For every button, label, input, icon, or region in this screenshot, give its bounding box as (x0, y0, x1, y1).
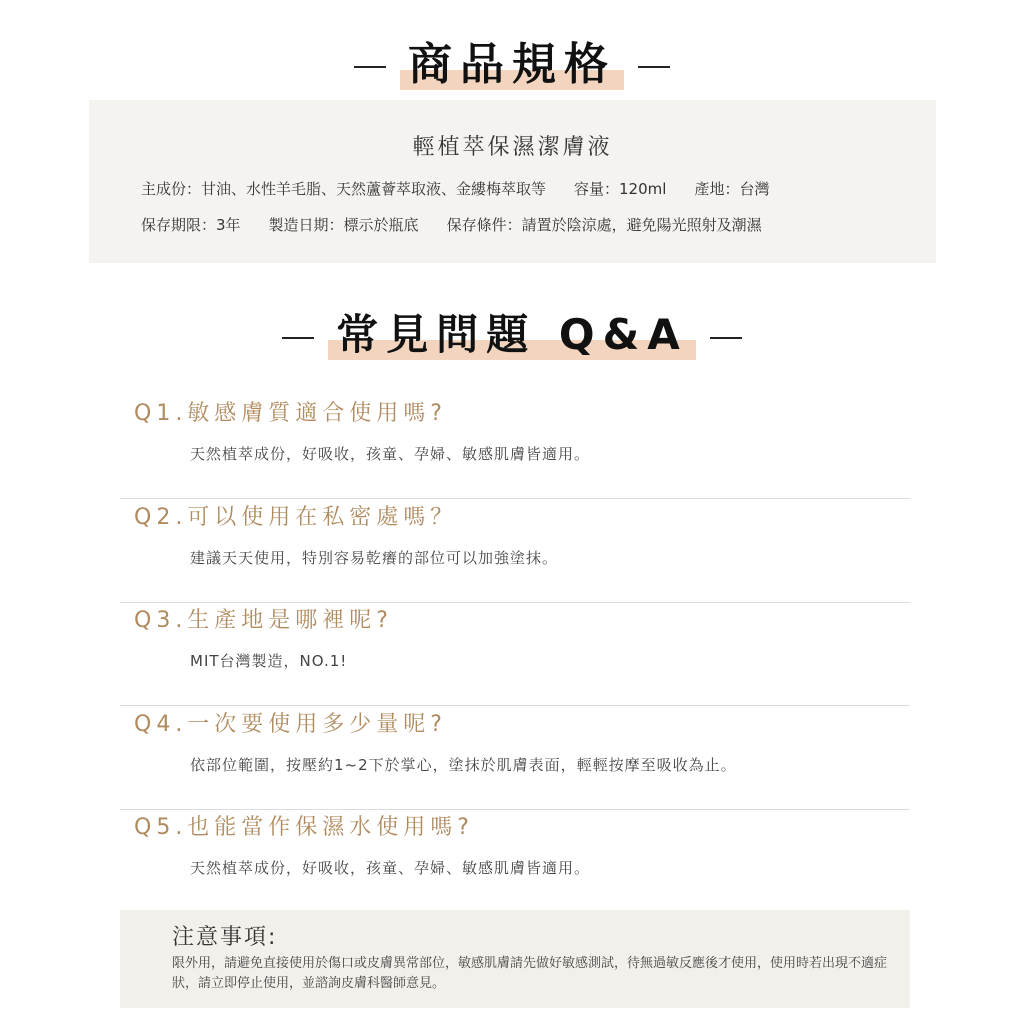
answer: 天然植萃成份，好吸收，孩童、孕婦、敏感肌膚皆適用。 (190, 445, 591, 463)
faq-item (120, 707, 910, 810)
answer: 依部位範圍，按壓約1~2下於掌心，塗抹於肌膚表面，輕輕按摩至吸收為止。 (190, 756, 737, 774)
spec-heading-text: 商品規格 (400, 28, 624, 92)
divider (354, 66, 386, 68)
divider (710, 337, 742, 339)
spec-heading (0, 28, 1024, 92)
answer: MIT台灣製造，NO.1! (190, 652, 348, 670)
manufacture-date: 製造日期：標示於瓶底 (268, 216, 419, 234)
notice-title: 注意事項: (172, 925, 278, 950)
spec-row-2 (141, 214, 790, 235)
notice-body: 限外用，請避免直接使用於傷口或皮膚異常部位，敏感肌膚請先做好敏感測試，待無過敏反應後才使用，使用時若出現不適症狀，請立即停止使用，並諮詢皮膚科醫師意見。 (172, 956, 888, 991)
faq-item (120, 603, 910, 706)
ingredients: 主成份：甘油、水性羊毛脂、天然蘆薈萃取液、金縷梅萃取等 (141, 180, 547, 198)
divider (638, 66, 670, 68)
answer: 建議天天使用，特別容易乾癢的部位可以加強塗抹。 (190, 549, 559, 567)
spec-panel (89, 100, 936, 263)
answer: 天然植萃成份，好吸收，孩童、孕婦、敏感肌膚皆適用。 (190, 859, 591, 877)
divider (282, 337, 314, 339)
faq-item (120, 396, 910, 499)
shelf-life: 保存期限：3年 (141, 216, 241, 234)
faq-heading (0, 302, 1024, 362)
product-name: 輕植萃保濕潔膚液 (412, 135, 613, 160)
notice-panel (120, 910, 910, 1008)
spec-row-1 (141, 178, 797, 199)
question: Q1.敏感膚質適合使用嗎? (134, 401, 447, 426)
question: Q5.也能當作保濕水使用嗎? (134, 815, 474, 840)
question: Q4.一次要使用多少量呢? (134, 712, 447, 737)
faq-item (120, 500, 910, 603)
faq-heading-text: 常見問題 Q&A (328, 302, 695, 362)
question: Q2.可以使用在私密處嗎？ (134, 505, 458, 530)
question: Q3.生產地是哪裡呢? (134, 608, 393, 633)
faq-item (120, 810, 910, 913)
volume: 容量：120ml (574, 180, 667, 198)
storage: 保存條件：請置於陰涼處，避免陽光照射及潮濕 (446, 216, 762, 234)
origin: 產地：台灣 (694, 180, 770, 198)
